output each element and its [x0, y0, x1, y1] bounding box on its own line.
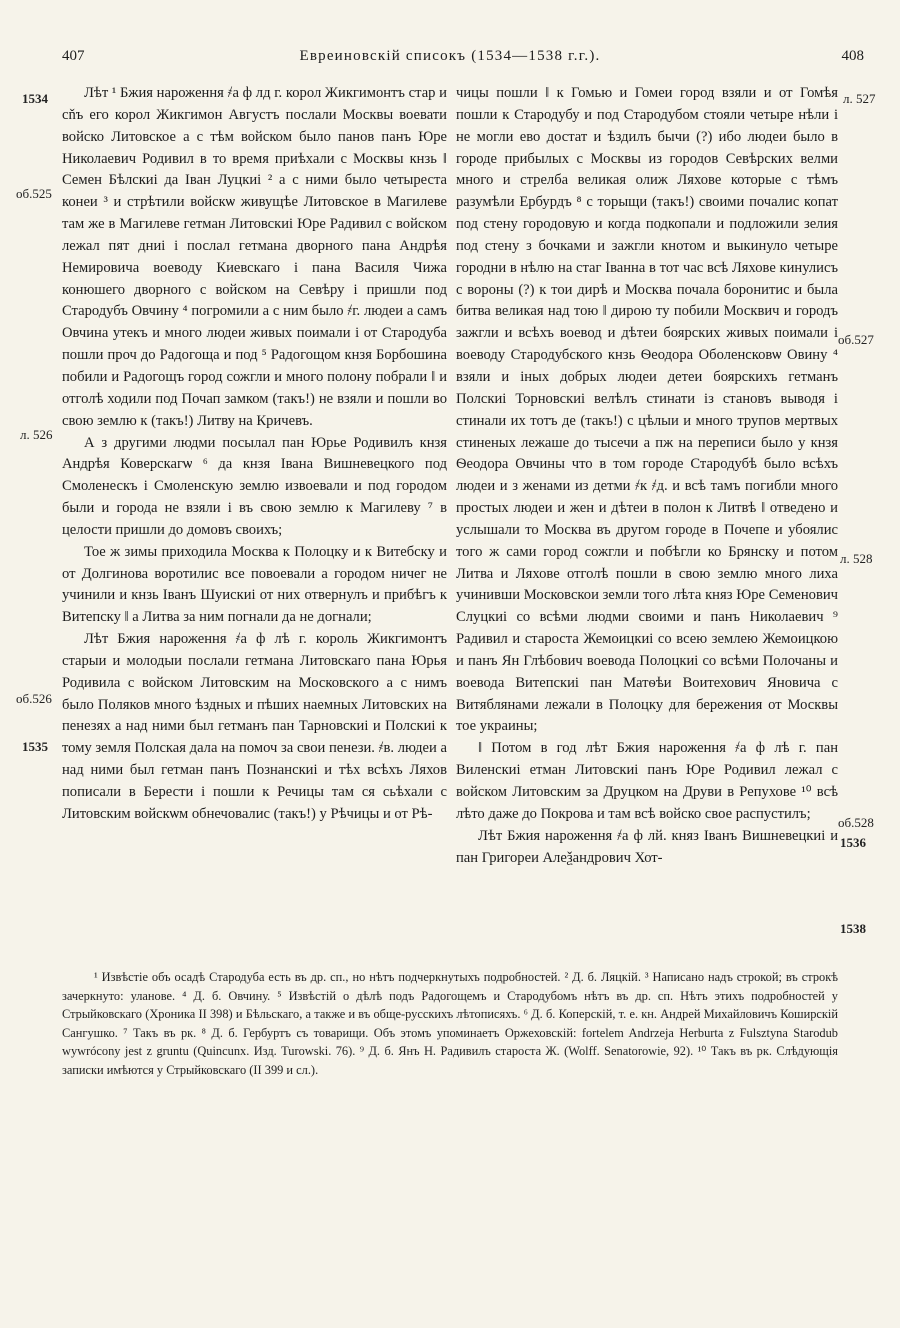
paragraph: Лѣт Бжия нароження ҂а ф лй. княз Іванъ Вишневецкиі и пан Григореи Алеѯандрович Хот- [456, 827, 838, 866]
running-title: Евреиновскій списокъ (1534—1538 г.г.). [299, 48, 601, 64]
left-text-column [62, 83, 447, 826]
margin-folio-note: л. 526 [20, 427, 53, 442]
footnote-text: ¹ Извѣстіе объ осадѣ Стародуба есть въ др. сп., но нѣтъ подчеркнутыхъ подробностей. ² Д. б. Ляцкій. ³ Написано надъ строкой; въ строкѣ зачеркнуто: уланове. ⁴ Д. б. Овчину. ⁵ Извѣстій о дѣлѣ подъ Радогощемъ и Стародубомъ нѣтъ въ др. сп. Нѣтъ этихъ подробностей у Стрыйковскаго (Хроника II 398) и Бѣльскаго, а также и въ обще-русскихъ лѣтописяхъ. ⁶ Д. б. Коперскій, т. е. кн. Андрей Михайловичъ Коширскій Сангушко. ⁷ Такъ въ рк. ⁸ Д. б. Гербуртъ съ товарищи. Объ этомъ упоминаетъ Оржеховскій: fortelem Andrzeja Herburta z Fulsztyna Starodub wywrócony jest z gruntu (Quincunx. Изд. Turowski. 76). ⁹ Д. б. Янъ Н. Радивилъ староста Ж. (Wolff. Senatorowie, 92). ¹⁰ Такъ въ рк. Слѣдующія записки имѣются у Стрыйковскаго (II 399 и сл.). [62, 970, 838, 1077]
margin-year-note: 1534 [22, 91, 48, 106]
page-number-right: 408 [841, 48, 864, 64]
margin-folio-note: об.527 [838, 332, 874, 347]
paragraph: Тое ж зимы приходила Москва к Полоцку и к Витебску и от Долгинова воротилис все повоевали а городом ничег не учинили и кнзь Іванъ Шуискиі от них отвернулъ и прибѣгъ к Витепску ‖ а Литва за ним погнали да не догнали; [62, 543, 447, 626]
page-number-left: 407 [62, 48, 85, 64]
margin-folio-note: л. 528 [840, 551, 873, 566]
margin-folio-note: об.525 [16, 186, 52, 201]
margin-folio-note: об.528 [838, 815, 874, 830]
running-header [0, 44, 900, 68]
margin-year-note: 1535 [22, 739, 48, 754]
paragraph: Лѣт Бжия нароження ҂а ф лѣ г. король Жикгимонтъ старыи и молодыи послали гетмана Литовскаго пана Юрья Родивила с войском Литовским на Московского а с нимъ было Поляков много ѣздных и пѣших наемных Литовских на пенезях а над ними был гетманъ пан Тарновскиі и Полскиі к тому земля Полская дала на помоч за свои пенези. ҂в. людеи а над ними был гетман панъ Познанскиі и тѣх всѣхъ Ляхов пописали в Берести і пошли к Речицы там ся сьѣхали с Литовским войскѡм обнечовалис (такъ!) у Рѣчицы и от Рѣ- [62, 631, 447, 822]
margin-folio-note: л. 527 [843, 91, 876, 106]
margin-year-note: 1536 [840, 835, 866, 850]
paragraph: Лѣт ¹ Бжия нароження ҂а ф лд г. корол Жикгимонтъ стар и сňъ его корол Жикгимон Августъ послали Москвы воевати войско Литовское а с тѣм войском было панов панъ Юре Николаевич Родивил в то время приѣхали с Москвы кнзь ‖ Семен Бѣлскиі да Іван Луцкиі ² а с ними было четыреста конеи ³ и стрѣтили войскѡ живущѣе Литовское в Магилеве там же в Магилеве гетман Литовскиі Юре Радивил с войском лежал пят дниі і послал гетмана дворного пана Андрѣя Немировича воеводу Киевскаго і пана Василя Чижа конюшего дворного с войском на Севѣру і пришли под Стародубъ Овчину ⁴ погромили а с ним было ҂г. людеи а самъ Овчина утекъ и много людеи живых поимали і от Стародуба пошли проч до Радогоща и под ⁵ Радогощом кнзя Борбошина побили и Радогощъ город сожгли и много полону побрали ‖ и отголѣ ходили под Почап замком (такъ!) не взяли и пошли во свою землю к (такъ!) Литву на Кричевъ. [62, 85, 447, 429]
margin-folio-note: об.526 [16, 691, 52, 706]
margin-year-note: 1538 [840, 921, 866, 936]
footnotes [62, 968, 838, 1080]
paragraph: А з другими людми посылал пан Юрье Родивилъ кнзя Андрѣя Коверскагѡ ⁶ да кнзя Івана Вишневецкого под Смоленескъ і Смоленскую землю извоевали и под городом были и города не взяли і въ свою землю к Магилеву ⁷ в целости пришли до домовъ своихъ; [62, 434, 447, 538]
paragraph: чицы пошли ‖ к Гомью и Гомеи город взяли и от Гомѣя пошли к Стародубу и под Стародубом стояли четыре нѣли і не могли ево достат и ѣздилъ бычи (?) ибо людеи было в городе прибылых с Москвы из городов Севѣрских велми много и стрелба великая олиж Ляхове которые с тѣмъ разумѣли Ербурдъ ⁸ с торыщи (такъ!) своими почалис копат под стену городовую и когда подкопали и подложили зелия под стену з бочками и зажгли кнотом и выкинуло четыре городни в нѣлю на стаг Іванна в тот час всѣ Ляхове кинулисъ с вороны (?) к тои дирѣ и Москва почала боронитис и была битва великая над тою ‖ дирою ту побили Москвич и городъ зажгли и всѣхъ воевод и дѣтеи боярских живых поимали і воеводу Стародубского кнзь Ѳеодора Оболенсковѡ Овину ⁴ взяли и іных добрых людеи детеи боярскихъ гетманъ Полскиі Торновскиі велѣлъ стинати із становъ выводя і стинали их тотъ де (такъ!) с цѣлыи и много трупов мертвых стиненых лежаше до тысечи а пж на переписи было у кнзя Ѳеодора Овчины что в том городе Стародубѣ было всѣхъ людеи и з женами из детми ҂к ҂д. и всѣ тамъ погибли много простых людеи и жен и дѣтеи в полон к Литвѣ ‖ отведено и услышали то Москва въ другом городе в Почепе и убоялис того ж сами город сожгли и побѣгли ко Брянску и потом Литва и Ляхове отголѣ пошли в свою землю много лиха учинивши Московскои земли того лѣта княз Юре Семенович Слуцкиі со всѣми людми своими и панъ Николаевич ⁹ Радивил и староста Жемоицкиі со всею землею Жемоицкою и панъ Ян Глѣбович воевода Полоцкиі со всѣми Полочаны и воевода Витепскиі пан Матѳѣи Воитехович Яновича с Витяблянами лежали в Полоцку для бережения от Москвы тое украины; [456, 85, 838, 735]
right-text-column [456, 83, 838, 869]
paragraph: ‖ Потом в год лѣт Бжия нароження ҂а ф лѣ г. пан Виленскиі етман Литовскиі панъ Юре Родивил лежал с войском Литовским за Друцком на Друви в Репухове ¹⁰ всѣ лѣто даже до Покрова и там всѣ войско свое распустилъ; [456, 740, 838, 822]
